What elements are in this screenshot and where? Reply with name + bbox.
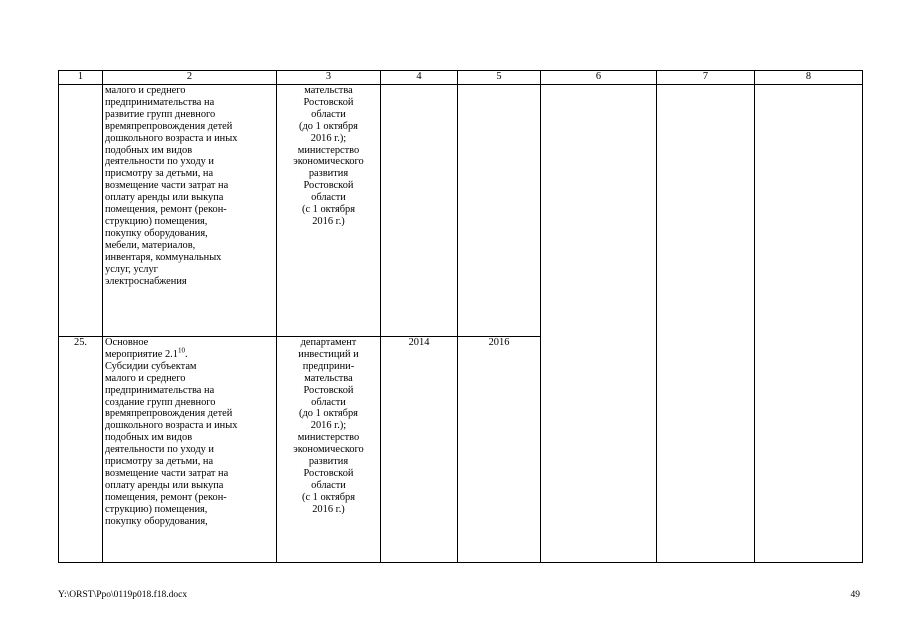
header-cell: 7 — [657, 71, 755, 85]
end-year-cell: 2016 — [458, 337, 541, 563]
header-cell: 5 — [458, 71, 541, 85]
header-cell: 8 — [755, 71, 863, 85]
header-cell: 2 — [103, 71, 277, 85]
start-year-cell: 2014 — [381, 337, 458, 563]
merged-cell-col7 — [657, 85, 755, 563]
footer-page-number: 49 — [850, 590, 860, 600]
start-year-cell — [381, 85, 458, 337]
responsible-executor-cell: департамент инвестиций и предприни- мательства Ростовской области (до 1 октября 2016 г.); министерство экономического развития Ростовской области (с 1 октября 2016 г.) — [277, 337, 381, 563]
merged-cell-col8 — [755, 85, 863, 563]
header-cell: 4 — [381, 71, 458, 85]
measure-description-cell: Основное мероприятие $2.1^{10}$. Субсидии субъектам малого и среднего предпринимательства на создание групп дневного времяпрепровождения детей дошкольного возраста и иных подобных им видов деятельности по уходу и присмотру за детьми, на возмещение части затрат на оплату аренды или выкупа помещения, ремонт (рекон- струкцию) помещения, покупку оборудования, — [103, 337, 277, 563]
responsible-executor-cell: мательства Ростовской области (до 1 октября 2016 г.); министерство экономического развития Ростовской области (с 1 октября 2016 г.) — [277, 85, 381, 337]
measure-description-cell: малого и среднего предпринимательства на развитие групп дневного времяпрепровождения детей дошкольного возраста и иных подобных им видов деятельности по уходу и присмотру за детьми, на возмещение части затрат на оплату аренды или выкупа помещения, ремонт (рекон- струкцию) помещения, покупку оборудования, мебели, материалов, инвентаря, коммунальных услуг, услуг электроснабжения — [103, 85, 277, 337]
row-number-cell — [59, 85, 103, 337]
footer-file-path: Y:\ORST\Ppo\0119p018.f18.docx — [58, 590, 188, 600]
merged-cell-col6 — [541, 85, 657, 563]
program-table — [58, 70, 863, 563]
header-cell: 1 — [59, 71, 103, 85]
header-cell: 6 — [541, 71, 657, 85]
measure-title: Основное мероприятие 2.1 — [105, 337, 178, 360]
end-year-cell — [458, 85, 541, 337]
header-cell: 3 — [277, 71, 381, 85]
footnote-ref: 10 — [177, 346, 185, 355]
row-number-cell: 25. — [59, 337, 103, 563]
measure-text: Субсидии субъектам малого и среднего предпринимательства на создание групп дневного времяпрепровождения детей дошкольного возраста и иных подобных им видов деятельности по уходу и присмотру за детьми, на возмещение части затрат на оплату аренды или выкупа помещения, ремонт (рекон- струкцию) помещения, покупку оборудования, — [105, 360, 238, 527]
table-row — [59, 85, 863, 337]
table-header-row — [59, 71, 863, 85]
